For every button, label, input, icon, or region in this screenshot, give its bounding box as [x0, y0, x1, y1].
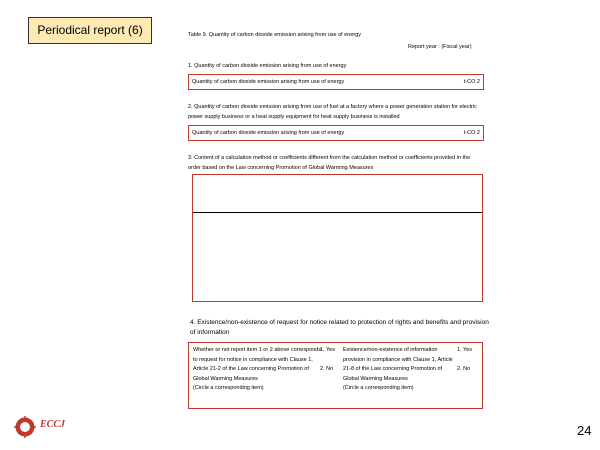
section1-unit: t-CO 2 — [463, 79, 480, 85]
section4-left-options[interactable] — [320, 346, 340, 375]
section2-unit: t-CO 2 — [463, 130, 480, 136]
section3-heading: 3. Content of a calculation method or coefficients different from the calculation method or coefficients provided in the order based on the Law concerning Promotion of Global Warming Measures — [188, 155, 471, 171]
section2-box — [188, 125, 484, 141]
section1-box — [188, 74, 484, 90]
left-no-option[interactable]: 2. No — [320, 366, 334, 372]
right-yes-option[interactable]: 1. Yes — [457, 347, 472, 353]
section4-right-options[interactable] — [457, 346, 481, 375]
page-number: 24 — [577, 423, 592, 438]
right-no-option[interactable]: 2. No — [457, 366, 471, 372]
logo-text: ECCJ — [40, 419, 66, 430]
eccj-logo-icon — [14, 416, 40, 443]
section2-row-label: Quantity of carbon dioxide emission arising from use of energy — [192, 130, 345, 136]
page-title: Periodical report (6) — [28, 17, 152, 44]
section4-heading: 4. Existence/non-existence of request for notice related to protection of rights and benefits and provision of information — [190, 319, 489, 336]
section3-divider — [193, 212, 482, 213]
section1-row-label: Quantity of carbon dioxide emission arising from use of energy — [192, 79, 345, 85]
report-year: Report year : (Fiscal year) — [408, 44, 472, 50]
section1-heading: 1. Quantity of carbon dioxide emission arising from use of energy — [188, 63, 347, 69]
section3-input-area[interactable] — [192, 174, 483, 302]
section4-table — [188, 342, 483, 409]
section4-left-text: Whether or not report item 1 or 2 above corresponds to request for notice in compliance with Clause 1, Article 21-2 of the Law concerning Promotion of Global Warming Measures (Circle a corresponding item) — [193, 347, 322, 391]
section4-left-note: (Circle a corresponding item) — [193, 385, 264, 391]
section4-right-text: Existence/non-existence of information provision in compliance with Clause 1, Article 21-8 of the Law concerning Promotion of Global Warming Measures (Circle a corresponding item) — [343, 347, 453, 391]
section2-heading: 2. Quantity of carbon dioxide emission arising from use of fuel at a factory where a power generation station for electric power supply business or a heat supply equipment for heat supply business is installed — [188, 104, 477, 120]
section4-right-note: (Circle a corresponding item) — [343, 385, 414, 391]
table-title: Table 9. Quantity of carbon dioxide emission arising from use of energy — [188, 32, 362, 38]
left-yes-option[interactable]: 1. Yes — [320, 347, 335, 353]
